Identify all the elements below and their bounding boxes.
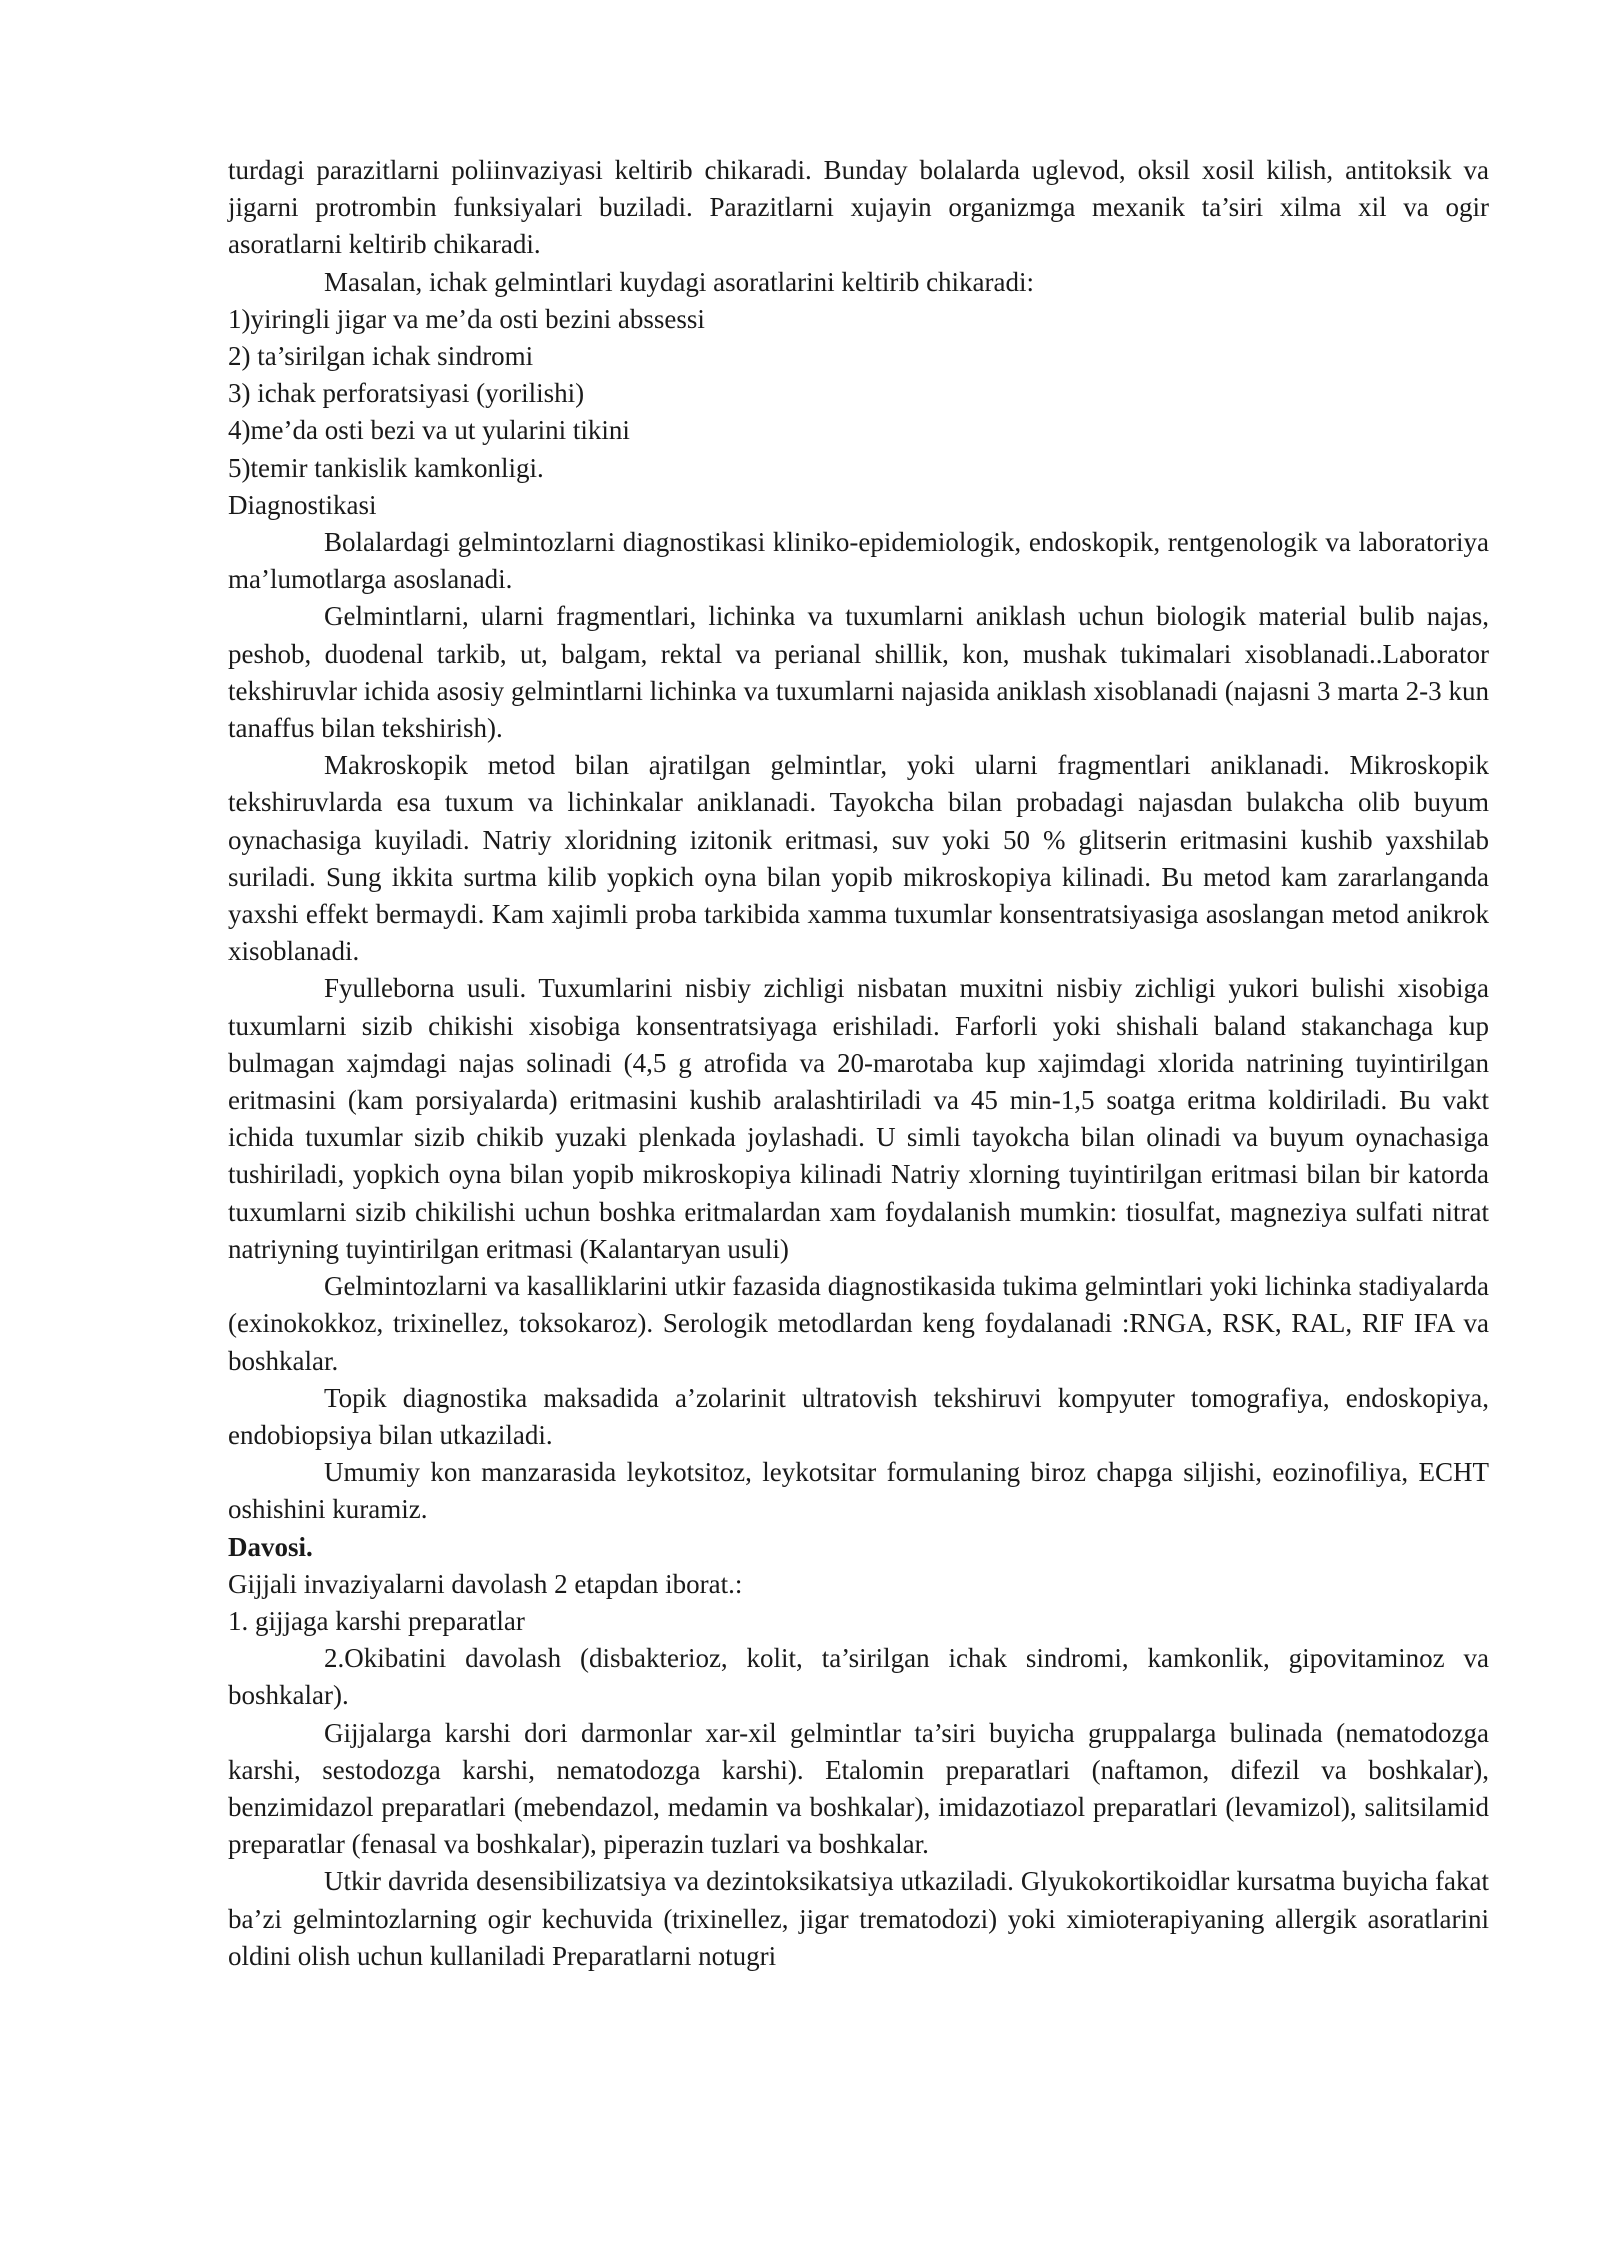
list-item: 2.Okibatini davolash (disbakterioz, kolit, ta’sirilgan ichak sindromi, kamkonlik, gipovitaminoz va boshkalar). (228, 1643, 1489, 1711)
list-item: 5)temir tankislik kamkonligi. (228, 452, 544, 483)
list-item: 4)me’da osti bezi va ut yularini tikini (228, 415, 630, 446)
paragraph: Makroskopik metod bilan ajratilgan gelmintlar, yoki ularni fragmentlari aniklanadi. Mikroskopik tekshiruvlarda esa tuxum va lichinkalar aniklanadi. Tayokcha bilan probadagi najasdan bulakcha olib buyum oynachasiga kuyiladi. Natriy xloridning izitonik eritmasi, suv yoki 50 % glitserin eritmasini kushib yaxshilab suriladi. Sung ikkita surtma kilib yopkich oyna bilan yopib mikroskopiya kilinadi. Bu metod kam zararlanganda yaxshi effekt bermaydi. Kam xajimli proba tarkibida xamma tuxumlar konsentratsiyasiga asoslangan metod anikrok xisoblanadi. (228, 750, 1489, 967)
paragraph-continuation: turdagi parazitlarni poliinvaziyasi keltirib chikaradi. Bunday bolalarda uglevod, oksil xosil kilish, antitoksik va jigarni protrombin funksiyalari buziladi. Parazitlarni xujayin organizmga mexanik ta’siri xilma xil va ogir asoratlarni keltirib chikaradi. (228, 155, 1489, 260)
section-heading-treatment: Davosi. (228, 1531, 313, 1562)
paragraph: Bolalardagi gelmintozlarni diagnostikasi kliniko-epidemiologik, endoskopik, rentgenologik va laboratoriya ma’lumotlarga asoslanadi. (228, 527, 1489, 595)
section-heading-diagnostics: Diagnostikasi (228, 489, 377, 520)
paragraph: Fyulleborna usuli. Tuxumlarini nisbiy zichligi nisbatan muxitni nisbiy zichligi yukori bulishi xisobiga tuxumlarni sizib chikishi xisobiga konsentratsiyaga erishiladi. Farforli yoki shishali baland stakanchaga kup bulmagan xajmdagi najas solinadi (4,5 g atrofida va 20-marotaba kup xajimdagi xlorida natrining tuyintirilgan eritmasini (kam porsiyalarda) eritmasini kushib aralashtiriladi va 45 min-1,5 soatga eritma koldiriladi. Bu vakt ichida tuxumlar sizib chikib yuzaki plenkada joylashadi. U simli tayokcha bilan olinadi va buyum oynachasiga tushiriladi, yopkich oyna bilan yopib mikroskopiya kilinadi Natriy xlorning tuyintirilgan eritmasi bilan bir katorda tuxumlarni sizib chikilishi uchun boshka eritmalardan xam foydalanish mumkin: tiosulfat, magneziya sulfati nitrat natriyning tuyintirilgan eritmasi (Kalantaryan usuli) (228, 973, 1489, 1264)
paragraph: Umumiy kon manzarasida leykotsitoz, leykotsitar formulaning biroz chapga siljishi, eozinofiliya, ECHT oshishini kuramiz. (228, 1457, 1489, 1525)
paragraph: Gijjali invaziyalarni davolash 2 etapdan iborat.: (228, 1568, 743, 1599)
paragraph: Topik diagnostika maksadida a’zolarinit ultratovish tekshiruvi kompyuter tomografiya, endoskopiya, endobiopsiya bilan utkaziladi. (228, 1382, 1489, 1450)
list-item: 2) ta’sirilgan ichak sindromi (228, 341, 534, 372)
paragraph: Gijjalarga karshi dori darmonlar xar-xil gelmintlar ta’siri buyicha gruppalarga bulinada (nematodozga karshi, sestodozga karshi, nematodozga karshi). Etalomin preparatlari (naftamon, difezil va boshkalar), benzimidazol preparatlari (mebendazol, medamin va boshkalar), imidazotiazol preparatlari (levamizol), salitsilamid preparatlar (fenasal va boshkalar), piperazin tuzlari va boshkalar. (228, 1717, 1489, 1860)
paragraph: Gelmintozlarni va kasalliklarini utkir fazasida diagnostikasida tukima gelmintlari yoki lichinka stadiyalarda (exinokokkoz, trixinellez, toksokaroz). Serologik metodlardan keng foydalanadi :RNGA, RSK, RAL, RIF IFA va boshkalar. (228, 1271, 1489, 1376)
paragraph: Masalan, ichak gelmintlari kuydagi asoratlarini keltirib chikaradi: (324, 266, 1035, 297)
list-item: 1. gijjaga karshi preparatlar (228, 1605, 525, 1636)
paragraph: Gelmintlarni, ularni fragmentlari, lichinka va tuxumlarni aniklash uchun biologik material bulib najas, peshob, duodenal tarkib, ut, balgam, rektal va perianal shillik, kon, mushak tukimalari xisoblanadi..Laborator tekshiruvlar ichida asosiy gelmintlarni lichinka va tuxumlarni najasida aniklash xisoblanadi (najasni 3 marta 2-3 kun tanaffus bilan tekshirish). (228, 601, 1489, 744)
list-item: 3) ichak perforatsiyasi (yorilishi) (228, 378, 585, 409)
list-item: 1)yiringli jigar va me’da osti bezini abssessi (228, 303, 705, 334)
paragraph: Utkir davrida desensibilizatsiya va dezintoksikatsiya utkaziladi. Glyukokortikoidlar kursatma buyicha fakat ba’zi gelmintozlarning ogir kechuvida (trixinellez, jigar trematodozi) yoki ximioterapiyaning allergik asoratlarini oldini olish uchun kullaniladi Preparatlarni notugri (228, 1866, 1489, 1971)
document-page (228, 152, 1489, 1975)
